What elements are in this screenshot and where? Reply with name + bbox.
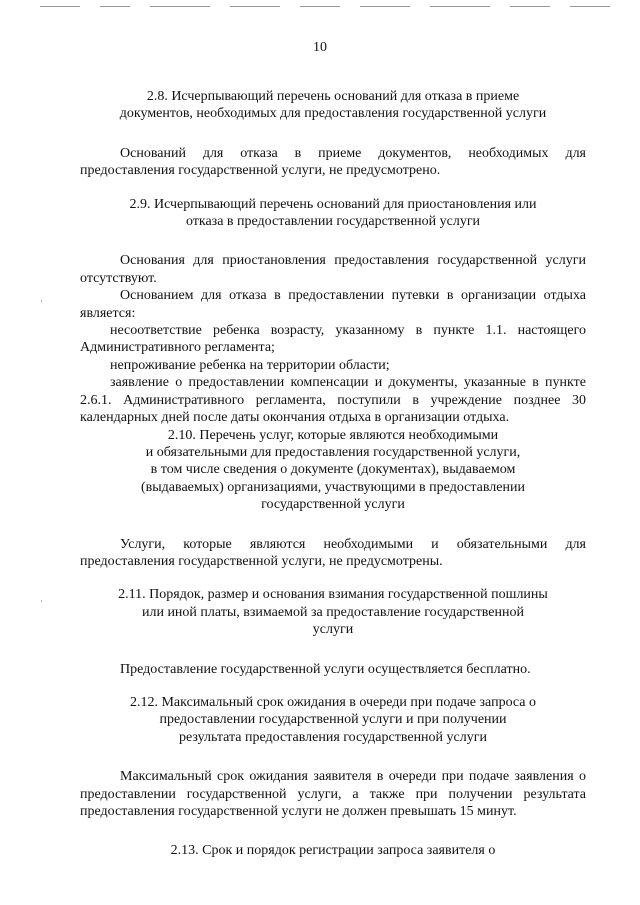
section-2-12-text: Максимальный срок ожидания заявителя в очереди при подаче заявления о предоставлении государственной услуги, а также при получении результата предоставления государственной услуги не должен превышать 15 минут. [80, 769, 586, 819]
section-2-10-heading [80, 427, 586, 514]
heading-line: отказа в предоставлении государственной услуги [185, 214, 481, 230]
heading-line: или иной платы, взимаемой за предоставление государственной [141, 604, 525, 620]
section-2-12-heading [80, 694, 586, 746]
section-2-9-paragraph-1: Основания для приостановления предоставления государственной услуги отсутствуют. [80, 253, 586, 286]
section-2-9-paragraph-4: непроживание ребенка на территории области; [110, 357, 390, 373]
scan-mark [41, 600, 42, 602]
heading-line: предоставлении государственной услуги и при получении [159, 712, 507, 728]
section-2-9-paragraph-3: несоответствие ребенка возрасту, указанному в пункте 1.1. настоящего Административного регламента; [80, 323, 586, 356]
heading-line: 2.12. Максимальный срок ожидания в очереди при подаче запроса о [129, 694, 537, 710]
heading-line: 2.8. Исчерпывающий перечень оснований для отказа в приеме [146, 89, 520, 104]
section-2-9-paragraph-2: Основанием для отказа в предоставлении путевки в организации отдыха является: [80, 288, 586, 321]
document-body [80, 88, 586, 860]
section-2-10-text: Услуги, которые являются необходимыми и обязательными для предоставления государственной услуги, не предусмотрены. [80, 536, 586, 569]
heading-line: 2.10. Перечень услуг, которые являются необходимыми [167, 427, 499, 443]
section-2-9-paragraph-5: заявление о предоставлении компенсации и документы, указанные в пункте 2.6.1. Административного регламента, поступили в учреждение позднее 30 календарных дней после даты окончания отдыха в организации отдыха. [80, 375, 586, 426]
heading-line: услуги [312, 622, 354, 638]
section-2-11-heading [80, 586, 586, 638]
heading-line: и обязательными для предоставления государственной услуги, [145, 444, 521, 460]
heading-line: результата предоставления государственной услуги [179, 729, 487, 745]
section-2-13-heading [80, 842, 586, 859]
heading-line: (выдаваемых) организациями, участвующими в предоставлении [141, 479, 525, 495]
heading-line: в том числе сведения о документе (документах), выдаваемом [150, 462, 516, 478]
heading-line: документов, необходимых для предоставления государственной услуги [119, 106, 547, 122]
heading-line: 2.13. Срок и порядок регистрации запроса заявителя о [170, 843, 496, 859]
page-number: 10 [313, 40, 327, 55]
section-2-9-heading [80, 196, 586, 231]
heading-line: 2.9. Исчерпывающий перечень оснований для приостановления или [129, 196, 537, 212]
scan-artifact-top [0, 6, 640, 10]
section-2-8-heading [80, 88, 586, 123]
scan-mark [41, 300, 42, 302]
section-2-11-text: Предоставление государственной услуги осуществляется бесплатно. [120, 661, 531, 677]
heading-line: 2.11. Порядок, размер и основания взимания государственной пошлины [118, 587, 548, 603]
section-2-8-text: Оснований для отказа в приеме документов, необходимых для предоставления государственной услуги, не предусмотрено. [80, 145, 586, 179]
heading-line: государственной услуги [261, 497, 405, 513]
